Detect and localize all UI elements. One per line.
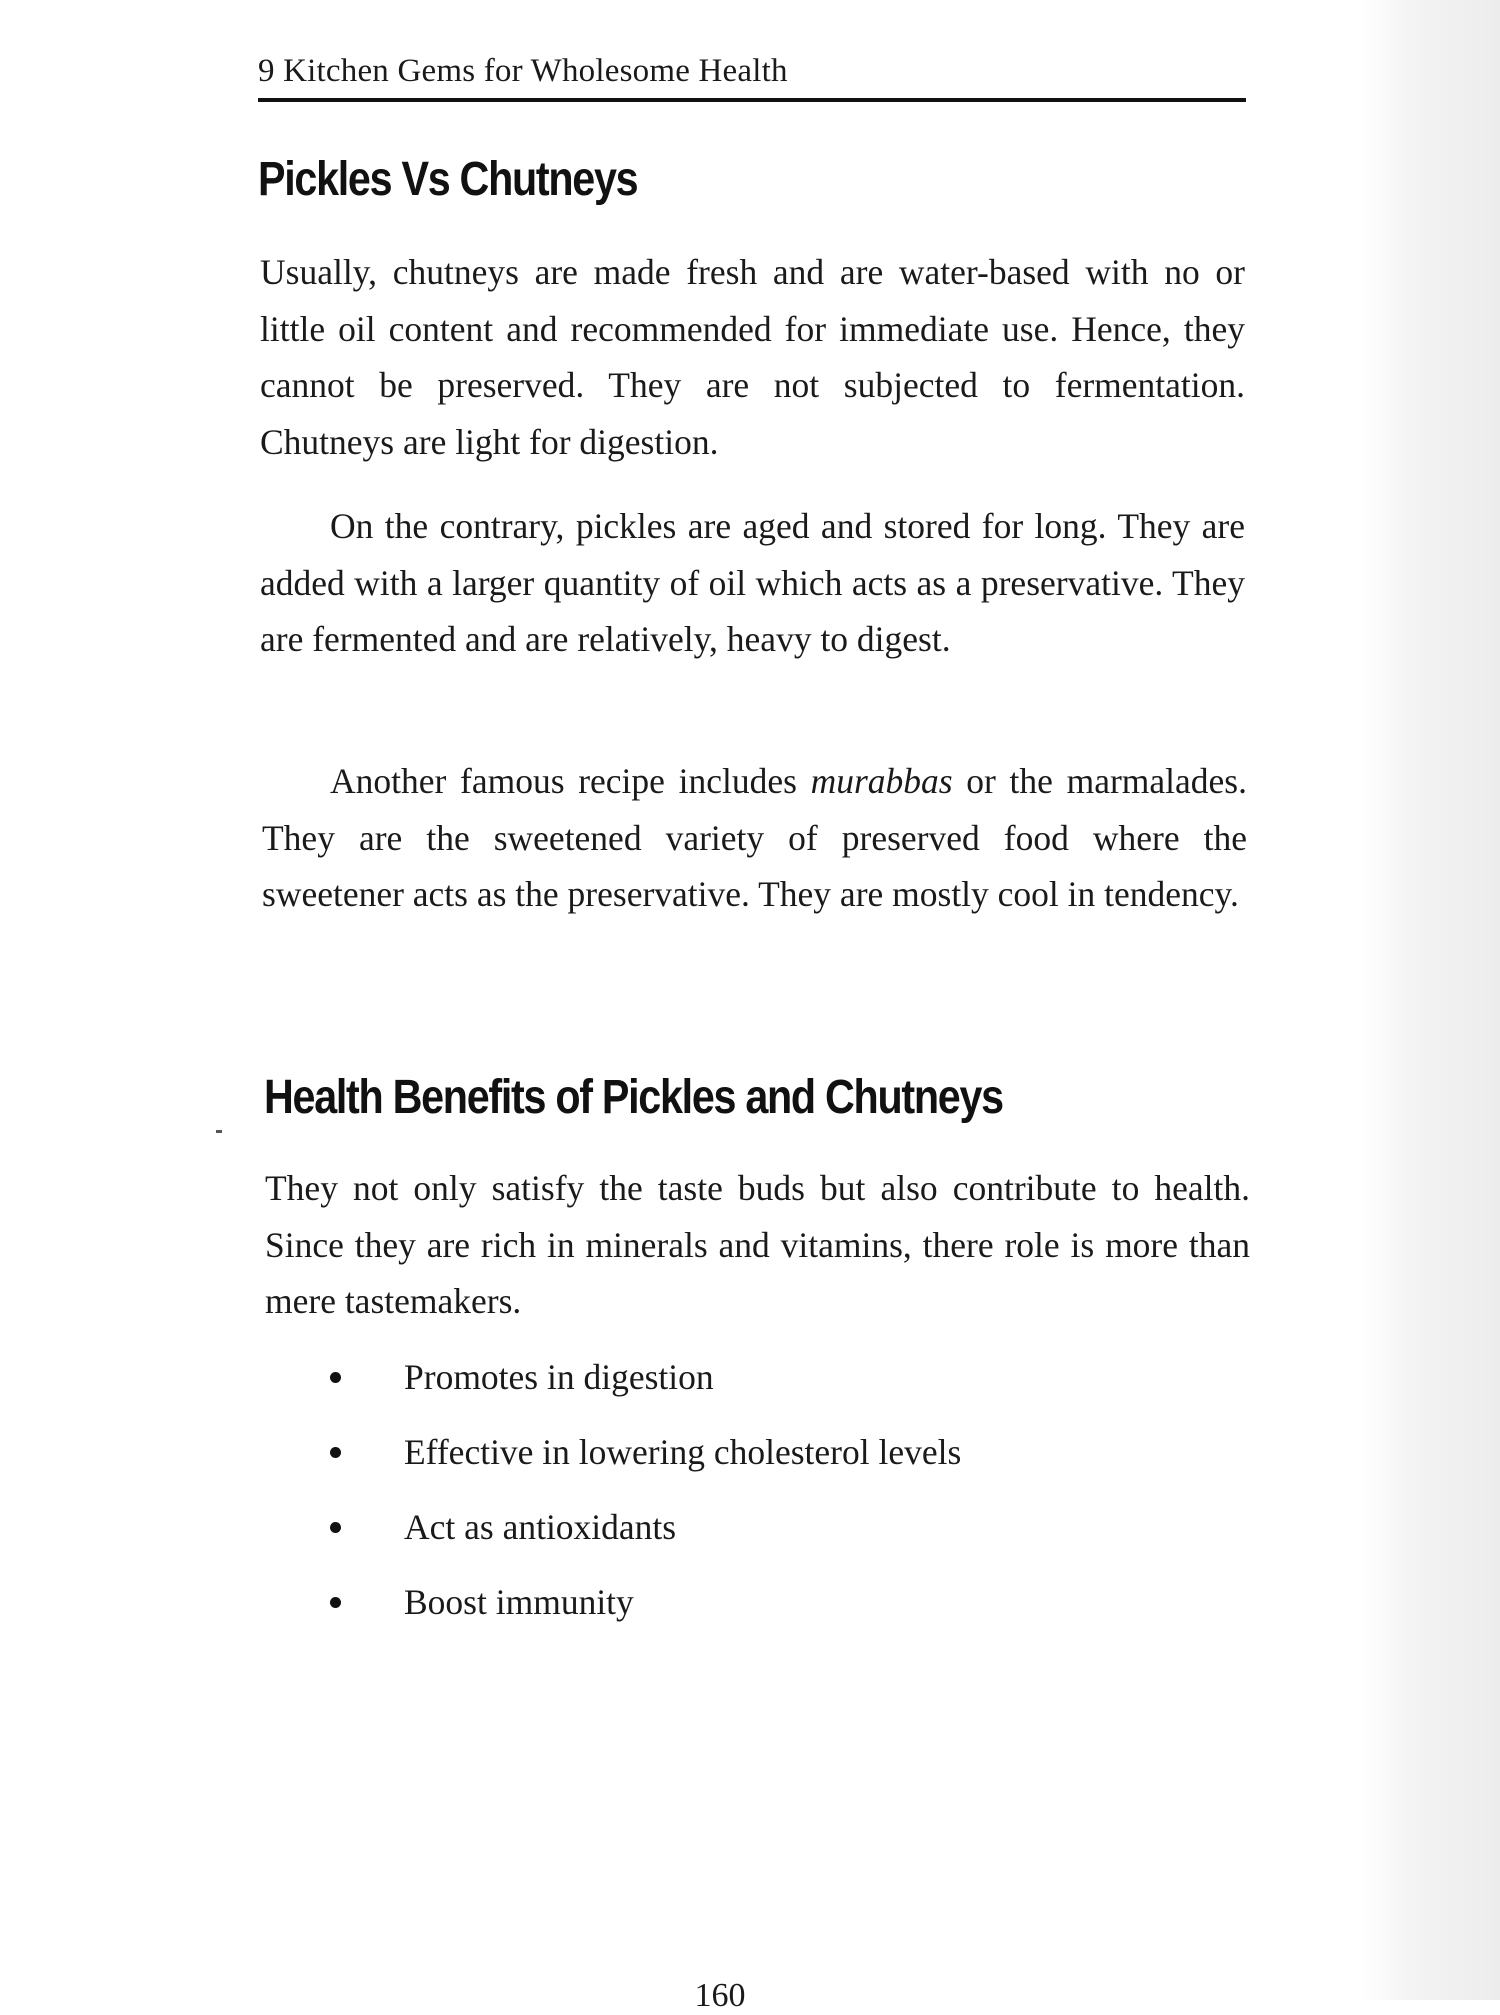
section-heading-health-benefits: Health Benefits of Pickles and Chutneys — [264, 1071, 1003, 1124]
bullet-icon — [330, 1597, 341, 1608]
bullet-icon — [330, 1447, 341, 1458]
list-item — [330, 1502, 961, 1577]
benefits-list — [330, 1352, 961, 1652]
running-header — [258, 48, 1246, 102]
running-header-title: 9 Kitchen Gems for Wholesome Health — [258, 53, 788, 89]
list-item-text: Act as antioxidants — [404, 1507, 677, 1547]
paragraph-murabbas — [262, 753, 1247, 923]
paragraph-murabbas-after: or the marmalades. They are the sweetened variety of preserved food where the sweetener acts as the preservative. They are mostly cool in tendency. — [262, 761, 1247, 914]
list-item-text: Boost immunity — [404, 1582, 634, 1622]
page-number — [0, 1977, 1500, 2015]
stray-print-mark — [216, 1130, 222, 1133]
murabbas-emphasis: murabbas — [810, 761, 953, 801]
list-item — [330, 1577, 961, 1652]
list-item — [330, 1352, 961, 1427]
bullet-icon — [330, 1372, 341, 1383]
section-heading-pickles-vs-chutneys: Pickles Vs Chutneys — [258, 153, 638, 206]
page-number-text: 160 — [694, 1977, 746, 2014]
list-item-text: Effective in lowering cholesterol levels — [404, 1432, 962, 1472]
bullet-icon — [330, 1522, 341, 1533]
list-item-text: Promotes in digestion — [404, 1357, 714, 1397]
list-item — [330, 1427, 961, 1502]
paragraph-pickles: On the contrary, pickles are aged and stored for long. They are added with a larger quantity of oil which acts as a preservative. They are fermented and are relatively, heavy to digest. — [260, 506, 1245, 659]
paragraph-health-benefits: They not only satisfy the taste buds but also contribute to health. Since they are rich in minerals and vitamins, there role is more than mere tastemakers. — [265, 1168, 1250, 1321]
paragraph-murabbas-before: Another famous recipe includes — [330, 761, 811, 801]
paragraph-chutneys: Usually, chutneys are made fresh and are water-based with no or little oil content and recommended for immediate use. Hence, they cannot be preserved. They are not subjected to fermentation. Chutneys are light for digestion. — [260, 252, 1245, 462]
